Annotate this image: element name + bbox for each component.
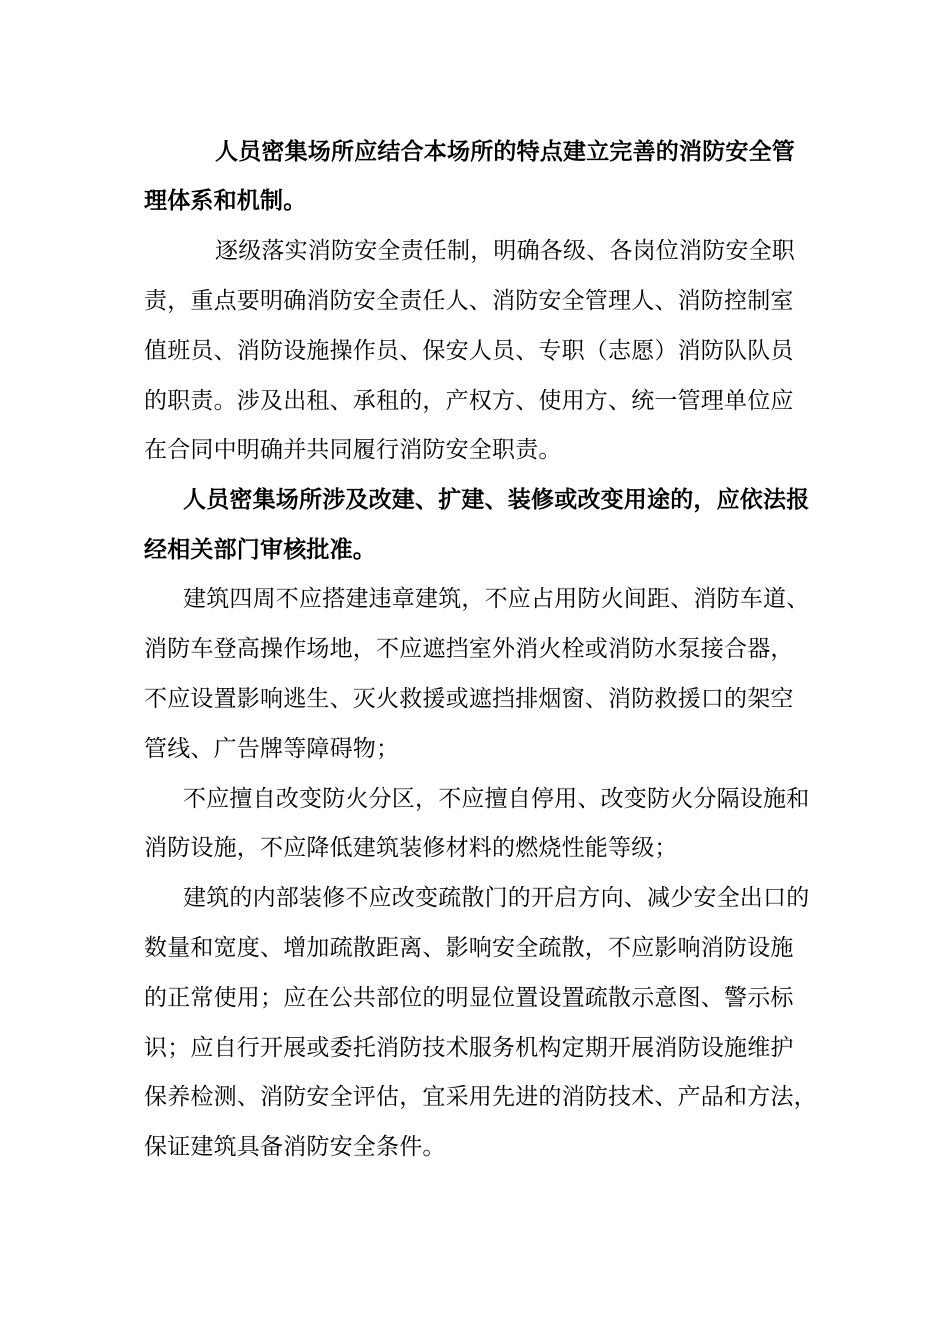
paragraph-5-line-2: 消防设施，不应降低建筑装修材料的燃烧性能等级；	[144, 835, 678, 861]
paragraph-1-line-2: 理体系和机制。	[144, 188, 307, 214]
paragraph-6-line-5: 保养检测、消防安全评估，宜采用先进的消防技术、产品和方法，	[144, 1084, 817, 1110]
paragraph-4-line-2: 消防车登高操作场地，不应遮挡室外消火栓或消防水泵接合器，	[144, 636, 794, 662]
paragraph-2-line-5: 在合同中明确并共同履行消防安全职责。	[144, 437, 562, 463]
paragraph-4-line-1: 建筑四周不应搭建违章建筑，不应占用防火间距、消防车道、	[183, 586, 810, 612]
paragraph-4-line-4: 管线、广告牌等障碍物；	[144, 736, 400, 762]
paragraph-1-line-1: 人员密集场所应结合本场所的特点建立完善的消防安全管	[215, 139, 795, 165]
paragraph-2-line-2: 责，重点要明确消防安全责任人、消防安全管理人、消防控制室	[144, 288, 794, 314]
paragraph-6-line-6: 保证建筑具备消防安全条件。	[144, 1134, 446, 1160]
paragraph-2-line-3: 值班员、消防设施操作员、保安人员、专职（志愿）消防队队员	[144, 338, 794, 364]
paragraph-3-line-1: 人员密集场所涉及改建、扩建、装修或改变用途的，应依法报	[183, 487, 810, 513]
paragraph-3-line-2: 经相关部门审核批准。	[144, 537, 376, 563]
paragraph-6-line-3: 的正常使用；应在公共部位的明显位置设置疏散示意图、警示标	[144, 985, 794, 1011]
paragraph-6-line-1: 建筑的内部装修不应改变疏散门的开启方向、减少安全出口的	[183, 885, 810, 911]
paragraph-6-line-4: 识；应自行开展或委托消防技术服务机构定期开展消防设施维护	[144, 1035, 794, 1061]
paragraph-6-line-2: 数量和宽度、增加疏散距离、影响安全疏散，不应影响消防设施	[144, 935, 794, 961]
paragraph-2-line-4: 的职责。涉及出租、承租的，产权方、使用方、统一管理单位应	[144, 388, 794, 414]
paragraph-5-line-1: 不应擅自改变防火分区，不应擅自停用、改变防火分隔设施和	[183, 786, 810, 812]
paragraph-4-line-3: 不应设置影响逃生、灭火救援或遮挡排烟窗、消防救援口的架空	[144, 686, 794, 712]
paragraph-2-line-1: 逐级落实消防安全责任制，明确各级、各岗位消防安全职	[215, 238, 795, 264]
